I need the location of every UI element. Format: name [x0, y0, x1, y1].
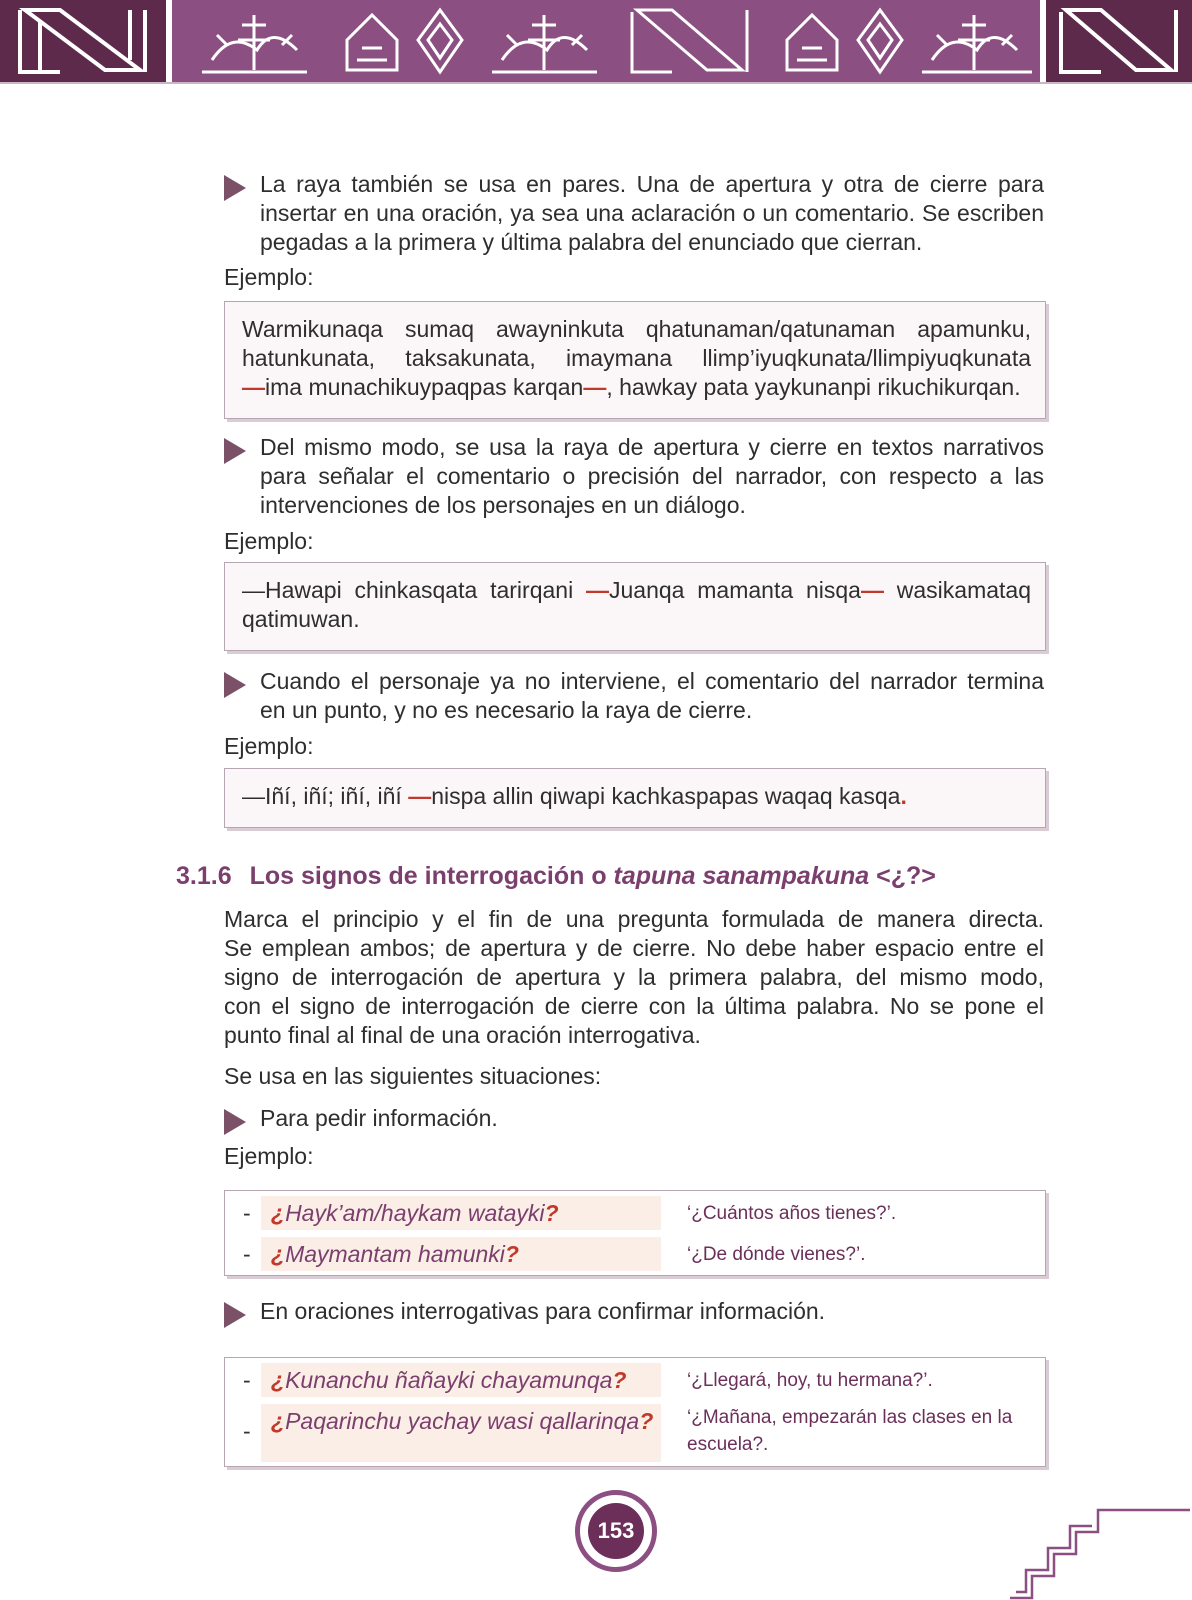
ornament-tile: [1046, 0, 1192, 82]
table-row: [225, 1363, 1045, 1399]
bullet-paragraph: [260, 170, 1044, 257]
section-heading: [176, 862, 936, 891]
quechua-question: [261, 1237, 661, 1271]
bullet-paragraph: En oraciones interrogativas para confirmar información.: [260, 1298, 826, 1324]
section-title-symbol: <¿?>: [869, 862, 936, 890]
text-line: pegadas a la primera y última palabra del enunciado que cierran.: [260, 229, 923, 255]
bullet-triangle-icon: [224, 438, 246, 464]
period-mark: .: [900, 783, 907, 809]
close-question-mark: ?: [504, 1241, 519, 1267]
close-question-mark: ?: [612, 1367, 627, 1393]
example-box: [224, 768, 1046, 828]
quechua-question: [261, 1404, 661, 1462]
footer-stairs-ornament: [1010, 1508, 1192, 1600]
ejemplo-label: Ejemplo:: [224, 264, 314, 290]
section-paragraph: [224, 905, 1044, 1050]
dash-mark: —: [242, 374, 265, 400]
text-run: nispa allin qiwapi kachkaspapas waqaq kasqa: [431, 783, 901, 809]
text-line: punto final al final de una oración interrogativa.: [224, 1022, 701, 1048]
text-line: Marca el principio y el fin de una pregunta formulada de manera directa.: [224, 906, 1044, 932]
ornament-pattern-icon: [0, 0, 166, 82]
example-table: [224, 1190, 1046, 1276]
open-question-mark: ¿: [271, 1367, 286, 1393]
row-dash: -: [243, 1200, 251, 1226]
close-question-mark: ?: [544, 1200, 559, 1226]
text-run: wasikamataq: [883, 577, 1031, 603]
bullet-paragraph: [260, 433, 1044, 520]
bullet-triangle-icon: [224, 1109, 246, 1135]
bullet-triangle-icon: [224, 672, 246, 698]
question-text: Paqarinchu yachay wasi qallarinqa: [285, 1408, 640, 1434]
text-line: [242, 576, 1031, 605]
header-divider: [0, 82, 1192, 84]
text-line: La raya también se usa en pares. Una de apertura y otra de cierre para: [260, 171, 1044, 197]
quechua-question: [261, 1363, 661, 1397]
ornament-pattern-icon: [1046, 0, 1192, 82]
section-title-italic: tapuna sanampakuna: [613, 862, 870, 890]
ornament-tile: [172, 0, 1040, 82]
quechua-question: [261, 1196, 661, 1230]
bullet-paragraph: Para pedir información.: [260, 1105, 498, 1131]
bullet-triangle-icon: [224, 1302, 246, 1328]
translation: ‘¿Llegará, hoy, tu hermana?’.: [687, 1370, 933, 1391]
text-line: hatunkunata, taksakunata, imaymana llimp’iyuqkunata/llimpiyuqkunata: [242, 345, 1031, 371]
row-dash: -: [243, 1367, 251, 1393]
text-run: , hawkay pata yaykunanpi rikuchikurqan.: [606, 374, 1021, 400]
example-box: [224, 301, 1046, 419]
text-line: con el signo de interrogación de cierre con la última palabra. No se pone el: [224, 993, 1044, 1019]
ornament-pattern-icon: [172, 0, 1040, 82]
header-ornament-band: [0, 0, 1192, 86]
open-question-mark: ¿: [271, 1200, 286, 1226]
open-question-mark: ¿: [271, 1408, 286, 1434]
ejemplo-label: Ejemplo:: [224, 1143, 314, 1169]
text-line: Cuando el personaje ya no interviene, el comentario del narrador termina: [260, 668, 1044, 694]
table-row: [225, 1404, 1045, 1462]
open-question-mark: ¿: [271, 1241, 286, 1267]
example-text: [242, 315, 1031, 402]
text-run: —Hawapi chinkasqata tarirqani: [242, 577, 586, 603]
dash-mark: —: [408, 783, 432, 809]
table-row: [225, 1196, 1045, 1232]
ornament-tile: [0, 0, 166, 82]
text-line: intervenciones de los personajes en un diálogo.: [260, 492, 746, 518]
translation: ‘¿Cuántos años tienes?’.: [687, 1203, 897, 1224]
row-dash: -: [243, 1418, 251, 1444]
text-line: Se emplean ambos; de apertura y de cierre. No debe haber espacio entre el: [224, 935, 1044, 961]
text-run: —Iñí, iñí; iñí, iñí: [242, 783, 409, 809]
text-run: Juanqa mamanta nisqa: [609, 577, 861, 603]
text-line: signo de interrogación de apertura y la primera palabra, del mismo modo,: [224, 964, 1044, 990]
bullet-paragraph: [260, 667, 1044, 725]
row-dash: -: [243, 1241, 251, 1267]
close-question-mark: ?: [639, 1408, 654, 1434]
text-line: en un punto, y no es necesario la raya de cierre.: [260, 697, 753, 723]
question-text: Kunanchu ñañayki chayamunqa: [285, 1367, 613, 1393]
text-run: ima munachikuypaqpas karqan: [265, 374, 584, 400]
example-text: [242, 576, 1031, 634]
text-line: Warmikunaqa sumaq awayninkuta qhatunaman/qatunaman apamunku,: [242, 316, 1031, 342]
dash-mark: —: [583, 374, 607, 400]
ejemplo-label: Ejemplo:: [224, 528, 314, 554]
page-number-badge: [575, 1490, 657, 1572]
text-line: qatimuwan.: [242, 606, 360, 632]
page-number: 153: [588, 1503, 644, 1559]
translation: ‘¿De dónde vienes?’.: [687, 1244, 866, 1265]
question-text: Hayk’am/haykam watayki: [285, 1200, 545, 1226]
translation: ‘¿Mañana, empezarán las clases en la escuela?.: [687, 1407, 1013, 1455]
table-row: [225, 1237, 1045, 1273]
example-table: [224, 1357, 1046, 1467]
question-text: Maymantam hamunki: [285, 1241, 505, 1267]
dash-mark: —: [586, 577, 609, 603]
section-number: 3.1.6: [176, 862, 232, 890]
dash-mark: —: [860, 577, 884, 603]
text-line: para señalar el comentario o precisión del narrador, con respecto a las: [260, 463, 1044, 489]
example-box: [224, 562, 1046, 651]
text-line: insertar en una oración, ya sea una aclaración o un comentario. Se escriben: [260, 200, 1044, 226]
text-line: Del mismo modo, se usa la raya de apertura y cierre en textos narrativos: [260, 434, 1044, 460]
example-text: [242, 782, 1031, 811]
section-title-text: Los signos de interrogación o: [249, 862, 614, 890]
situaciones-intro: Se usa en las siguientes situaciones:: [224, 1063, 602, 1089]
text-line: [242, 373, 1031, 402]
bullet-triangle-icon: [224, 175, 246, 201]
ejemplo-label: Ejemplo:: [224, 733, 314, 759]
